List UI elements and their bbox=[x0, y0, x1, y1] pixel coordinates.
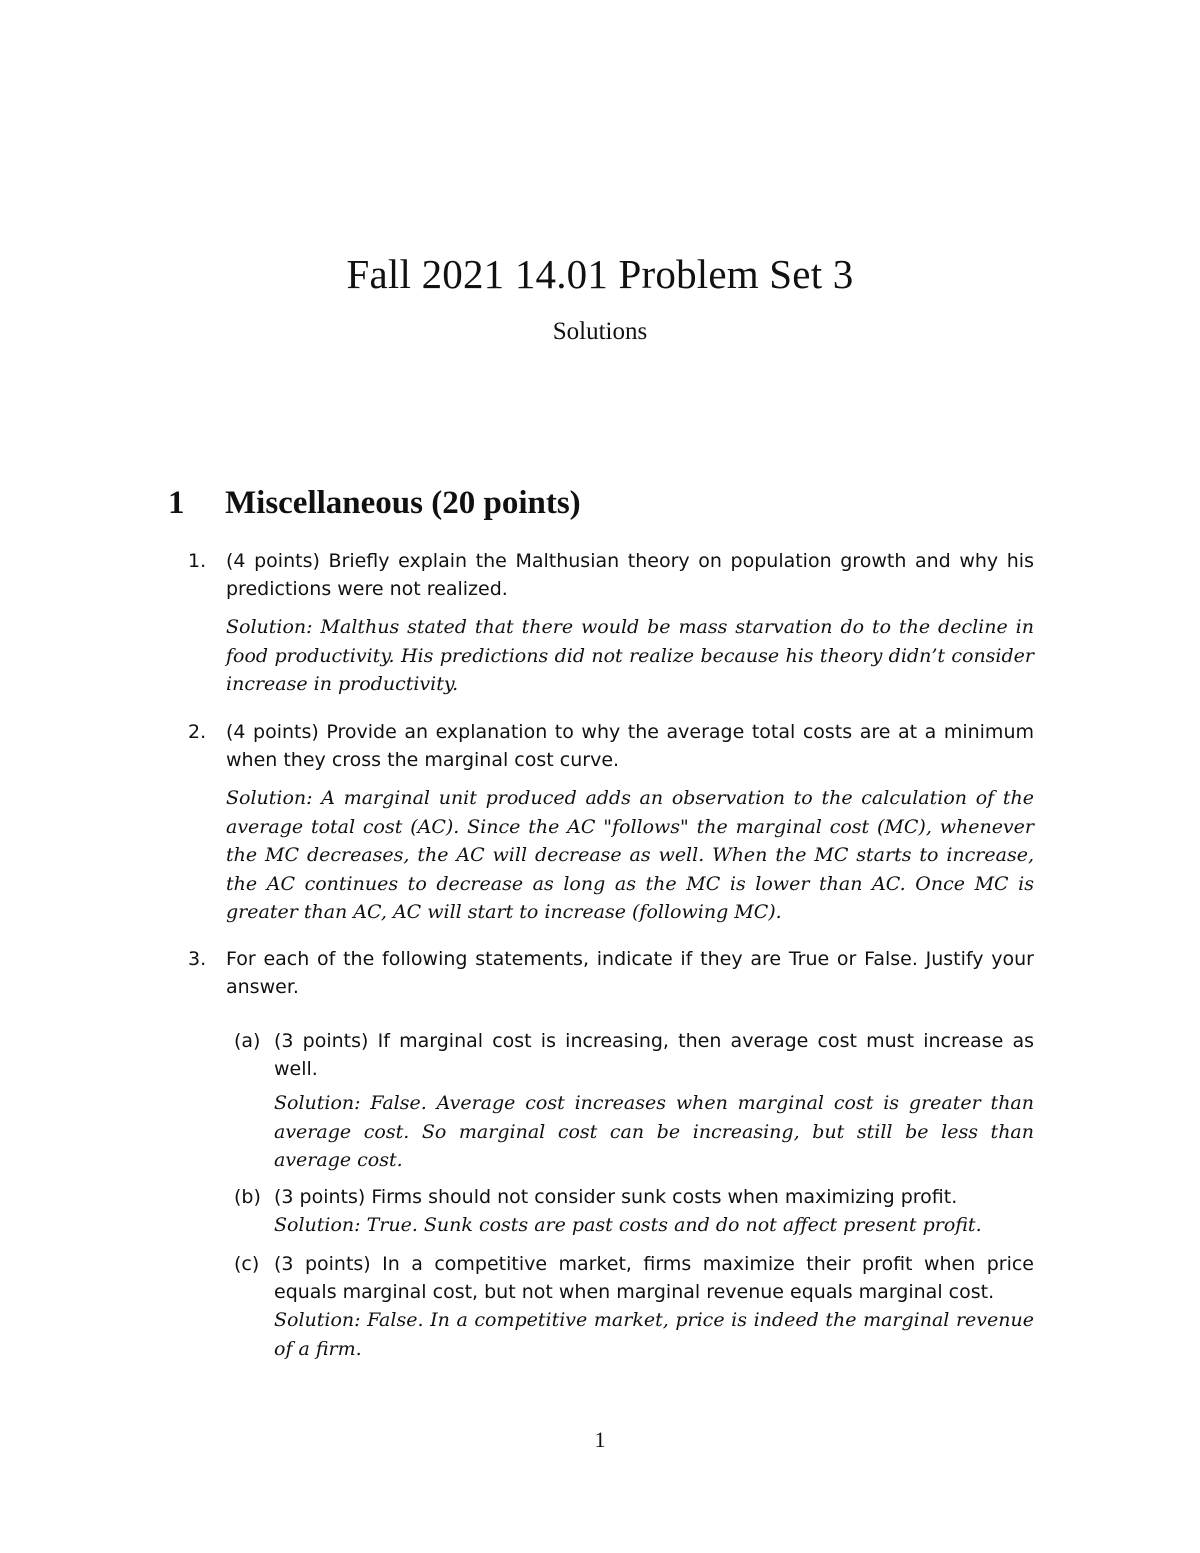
part-marker: (a) bbox=[234, 1030, 261, 1052]
document-subtitle: Solutions bbox=[552, 318, 648, 345]
part-text: (3 points) If marginal cost is increasing, then average cost must increase as well. bbox=[274, 1030, 1034, 1080]
part-text: (3 points) Firms should not consider sunk costs when maximizing profit. bbox=[274, 1186, 958, 1208]
question-text: (4 points) Provide an explanation to why the average total costs are at a minimum when they cross the marginal cost curve. bbox=[226, 721, 1034, 771]
question-text: For each of the following statements, indicate if they are True or False. Justify your answer. bbox=[226, 948, 1034, 998]
page-number: 1 bbox=[594, 1427, 606, 1452]
part-text: (3 points) In a competitive market, firms maximize their profit when price equals marginal cost, but not when marginal revenue equals marginal cost. bbox=[274, 1253, 1034, 1303]
question-3a bbox=[234, 1027, 1034, 1175]
part-marker: (c) bbox=[234, 1253, 260, 1275]
question-text: (4 points) Briefly explain the Malthusian theory on population growth and why his predictions were not realized. bbox=[226, 550, 1034, 600]
solution-text: Solution: True. Sunk costs are past costs and do not affect present profit. bbox=[274, 1214, 982, 1236]
section-title: Miscellaneous (20 points) bbox=[225, 485, 581, 521]
section-heading bbox=[168, 485, 581, 522]
solution-text: Solution: False. In a competitive market, price is indeed the marginal revenue of a firm. bbox=[274, 1309, 1034, 1360]
solution-text: Solution: False. Average cost increases when marginal cost is greater than average cost. So marginal cost can be increasing, but still be less than average cost. bbox=[274, 1092, 1034, 1171]
part-marker: (b) bbox=[234, 1186, 261, 1208]
question-3c bbox=[234, 1250, 1034, 1363]
question-marker: 1. bbox=[188, 550, 207, 572]
question-marker: 3. bbox=[188, 948, 207, 970]
solution-text: Solution: A marginal unit produced adds an observation to the calculation of the average total cost (AC). Since the AC "follows" the marginal cost (MC), whenever the MC decreases, the AC will decrease as well. When the MC starts to increase, the AC continues to decrease as long as the MC is lower than AC. Once MC is greater than AC, AC will start to increase (following MC). bbox=[226, 787, 1034, 923]
question-3 bbox=[188, 945, 1034, 1001]
document-title: Fall 2021 14.01 Problem Set 3 bbox=[346, 251, 854, 297]
question-marker: 2. bbox=[188, 721, 207, 743]
question-3b bbox=[234, 1183, 1034, 1240]
question-2 bbox=[188, 718, 1034, 927]
section-number: 1 bbox=[168, 485, 185, 521]
solution-text: Solution: Malthus stated that there would be mass starvation do to the decline in food productivity. His predictions did not realize because his theory didn’t consider increase in productivity. bbox=[226, 616, 1034, 695]
question-1 bbox=[188, 547, 1034, 699]
